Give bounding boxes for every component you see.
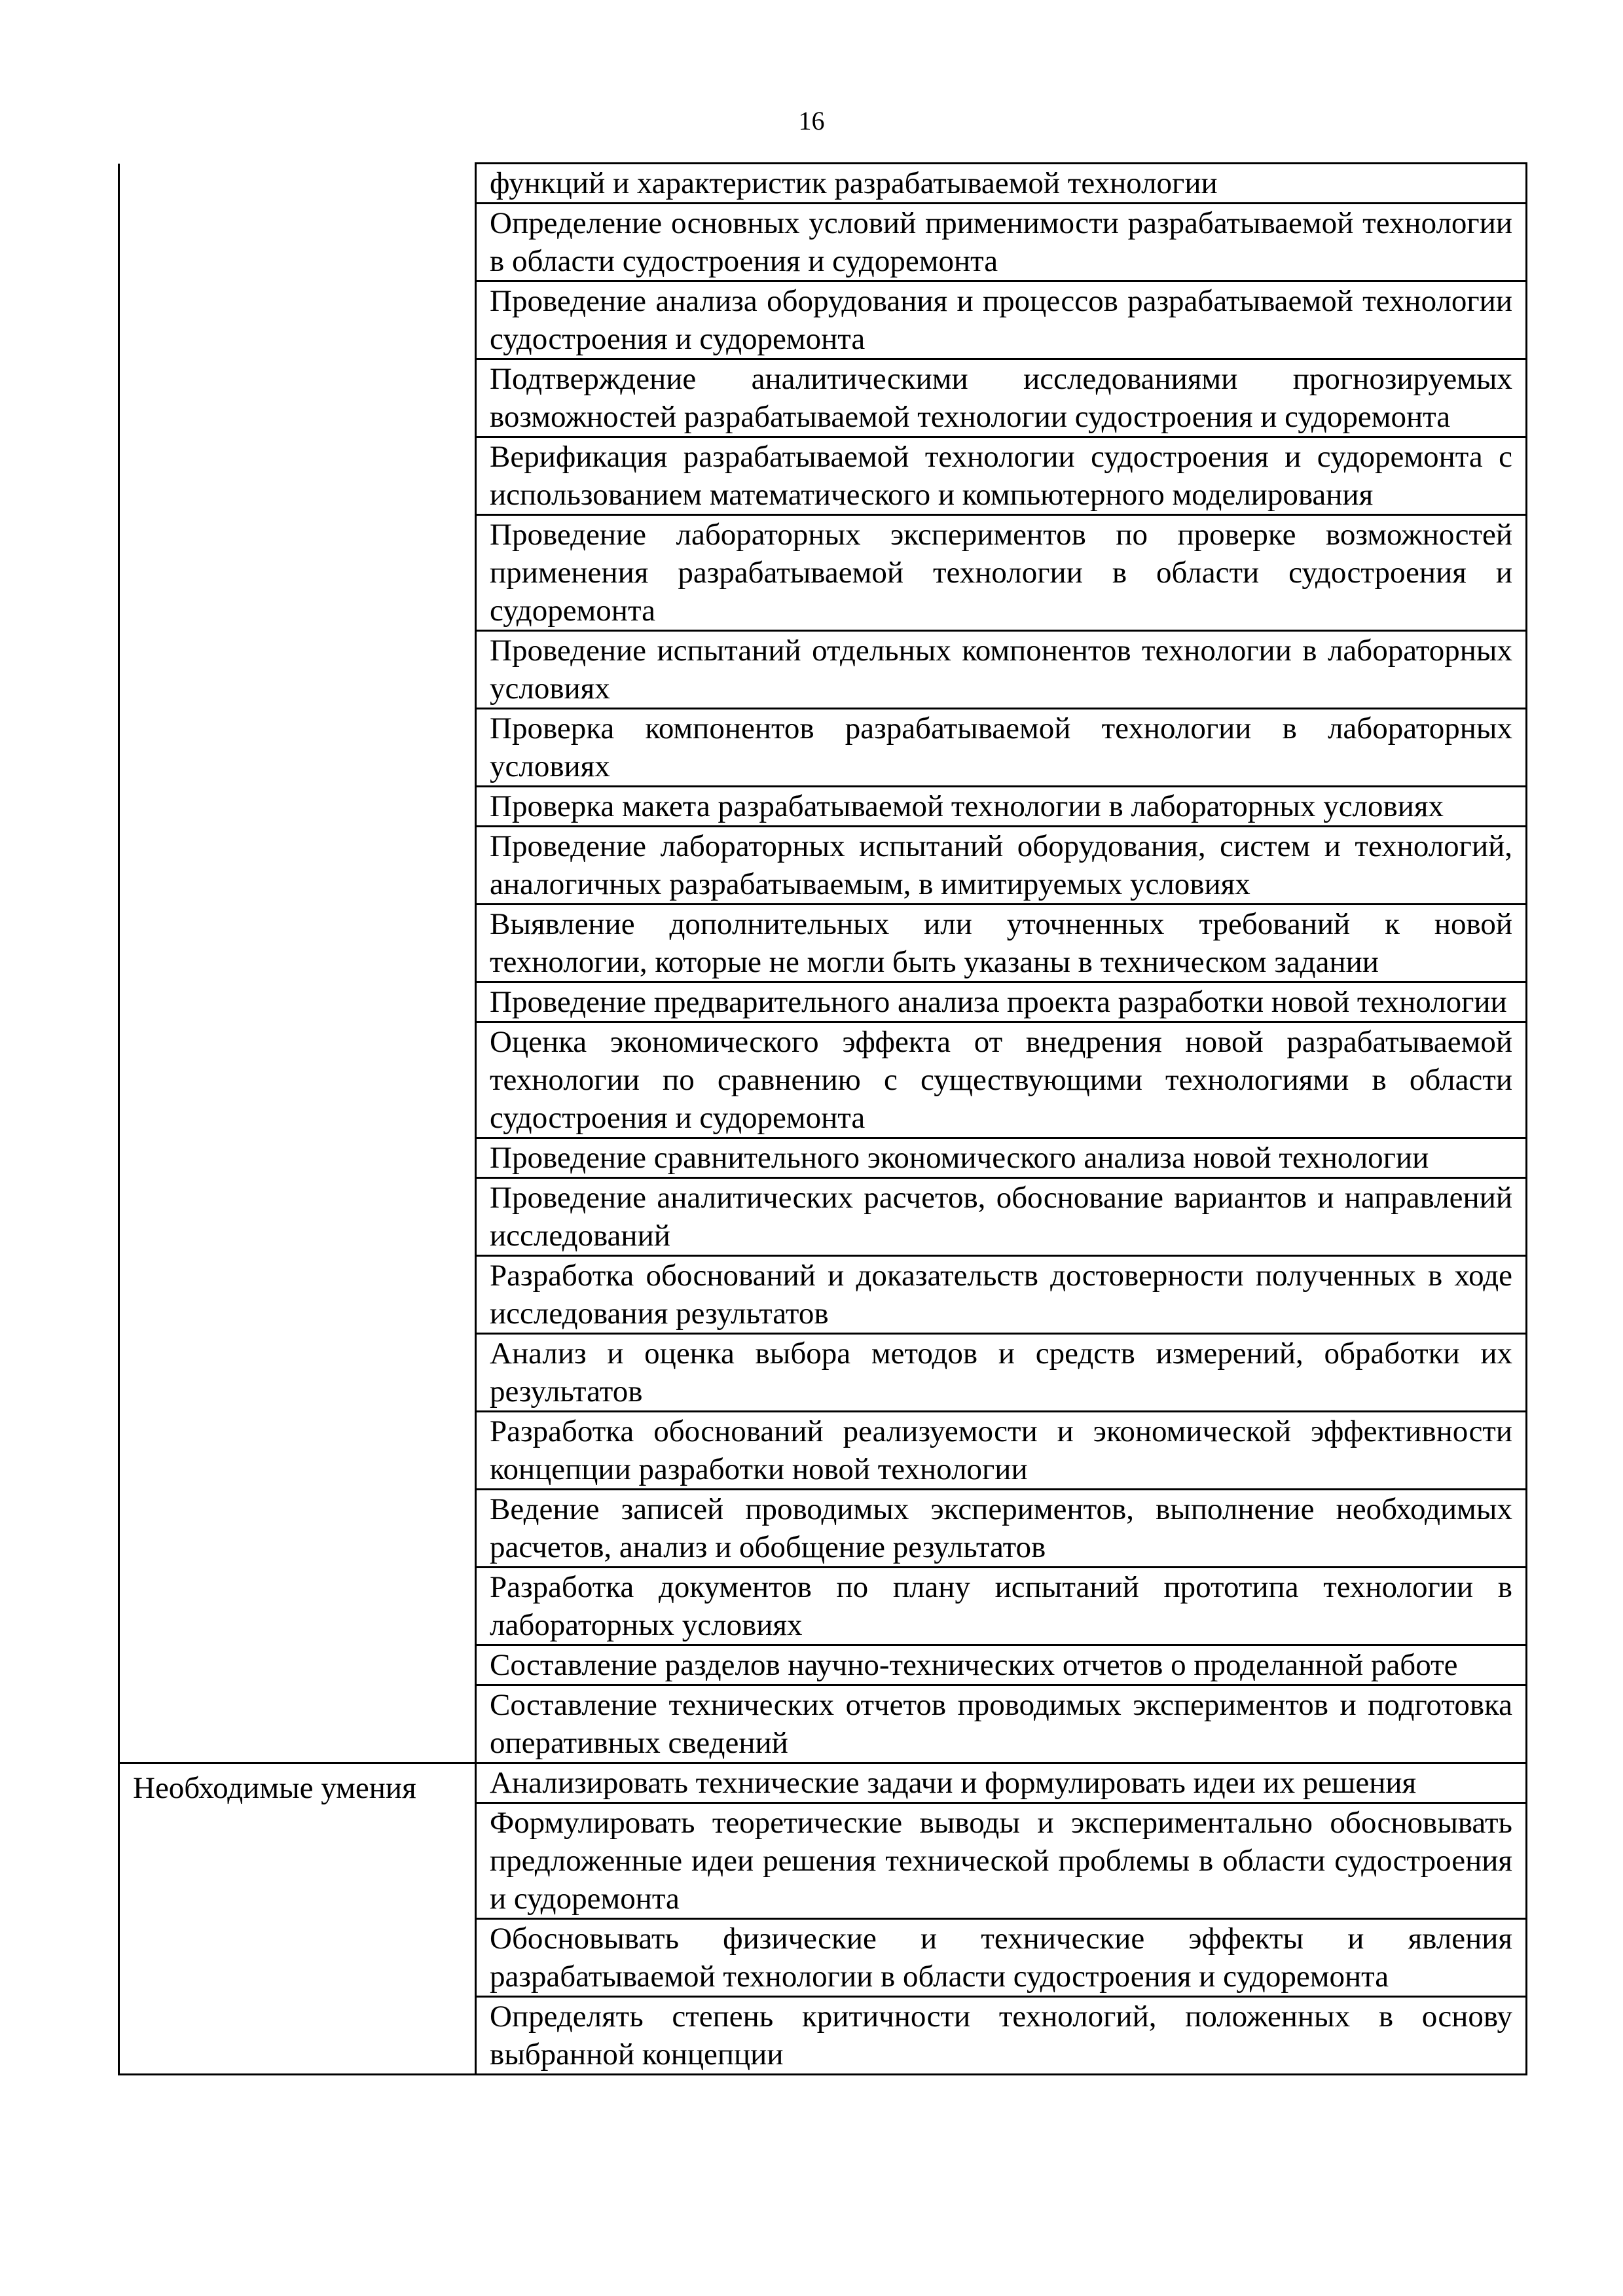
item-text: Разработка обоснований реализуемости и экономической эффективности концепции разработки новой технологии (476, 1412, 1527, 1490)
item-text: Разработка документов по плану испытаний прототипа технологии в лабораторных условиях (476, 1568, 1527, 1645)
item-text: Оценка экономического эффекта от внедрения новой разрабатываемой технологии по сравнению с существующими технологиями в области судостроения и судоремонта (476, 1022, 1527, 1138)
item-text: функций и характеристик разрабатываемой технологии (476, 164, 1527, 204)
item-text: Обосновывать физические и технические эффекты и явления разрабатываемой технологии в области судостроения и судоремонта (476, 1919, 1527, 1997)
item-text: Разработка обоснований и доказательств достоверности полученных в ходе исследования результатов (476, 1256, 1527, 1334)
item-text: Составление разделов научно-технических отчетов о проделанной работе (476, 1645, 1527, 1685)
item-text: Анализ и оценка выбора методов и средств измерений, обработки их результатов (476, 1334, 1527, 1412)
item-text: Верификация разрабатываемой технологии судостроения и судоремонта с использованием математического и компьютерного моделирования (476, 437, 1527, 515)
page-number: 16 (798, 106, 825, 135)
item-text: Проведение предварительного анализа проекта разработки новой технологии (476, 982, 1527, 1022)
row-label-continued (119, 164, 476, 1763)
row-label: Необходимые умения (119, 1763, 476, 2075)
item-text: Проведение испытаний отдельных компонентов технологии в лабораторных условиях (476, 631, 1527, 709)
table-row (119, 1763, 1527, 1803)
table-row (119, 164, 1527, 204)
item-text: Проведение аналитических расчетов, обоснование вариантов и направлений исследований (476, 1178, 1527, 1256)
item-text: Ведение записей проводимых экспериментов, выполнение необходимых расчетов, анализ и обобщение результатов (476, 1490, 1527, 1568)
item-text: Определять степень критичности технологий, положенных в основу выбранной концепции (476, 1997, 1527, 2075)
item-text: Определение основных условий применимости разрабатываемой технологии в области судостроения и судоремонта (476, 204, 1527, 281)
item-text: Анализировать технические задачи и формулировать идеи их решения (476, 1763, 1527, 1803)
item-text: Составление технических отчетов проводимых экспериментов и подготовка оперативных сведений (476, 1685, 1527, 1763)
item-text: Проверка макета разрабатываемой технологии в лабораторных условиях (476, 787, 1527, 827)
item-text: Проверка компонентов разрабатываемой технологии в лабораторных условиях (476, 709, 1527, 787)
item-text: Проведение сравнительного экономического анализа новой технологии (476, 1138, 1527, 1178)
item-text: Проведение анализа оборудования и процессов разрабатываемой технологии судостроения и судоремонта (476, 281, 1527, 359)
item-text: Проведение лабораторных экспериментов по проверке возможностей применения разрабатываемой технологии в области судостроения и судоремонта (476, 515, 1527, 631)
item-text: Проведение лабораторных испытаний оборудования, систем и технологий, аналогичных разрабатываемым, в имитируемых условиях (476, 827, 1527, 905)
table-body (119, 164, 1527, 2075)
item-text: Формулировать теоретические выводы и экспериментально обосновывать предложенные идеи решения технической проблемы в области судостроения и судоремонта (476, 1803, 1527, 1919)
item-text: Подтверждение аналитическими исследованиями прогнозируемых возможностей разрабатываемой технологии судостроения и судоремонта (476, 359, 1527, 437)
competency-table (118, 162, 1527, 2075)
item-text: Выявление дополнительных или уточненных требований к новой технологии, которые не могли быть указаны в техническом задании (476, 905, 1527, 982)
